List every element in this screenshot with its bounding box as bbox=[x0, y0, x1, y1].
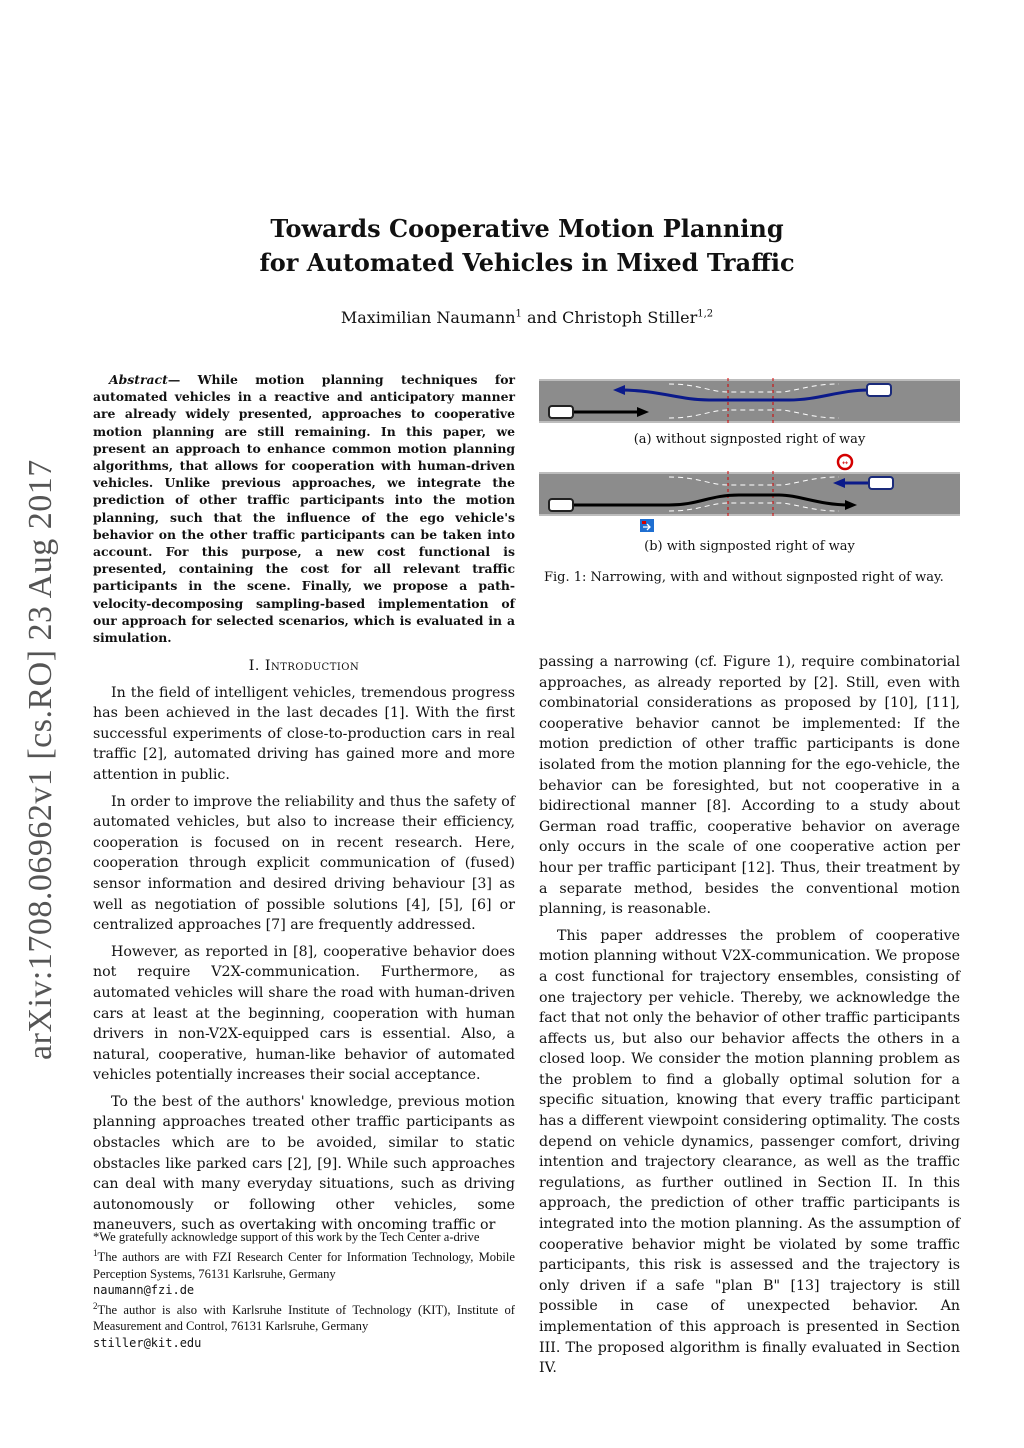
author-list bbox=[0, 308, 1024, 327]
paper-title bbox=[0, 212, 1024, 280]
road-scene-b bbox=[539, 453, 960, 533]
ego-vehicle bbox=[549, 406, 573, 418]
right-paragraph: passing a narrowing (cf. Figure 1), require combinatorial approaches, as already reported by [2]. Still, even with combinatorial considerations as proposed by [10], [11], cooperative behavior cannot be implemented: If the motion prediction of other traffic participants is done isolated from the motion planning for the ego-vehicle, the behavior can be foresighted, but not cooperative in a bidirectional manner [8]. According to a study about German road traffic, cooperative behavior on average only occurs in the scale of one cooperative action per hour per traffic participant [12]. Thus, their treatment by a separate method, besides the conventional motion planning, is reasonable. bbox=[539, 654, 960, 918]
footnote-1-email[interactable]: naumann@fzi.de bbox=[93, 1282, 195, 1297]
arxiv-identifier: arXiv:1708.06962v1 [cs.RO] 23 Aug 2017 bbox=[22, 459, 59, 1060]
left-column bbox=[93, 656, 515, 1242]
sign-red-glyph: ↔ bbox=[842, 459, 848, 467]
ego-vehicle bbox=[549, 499, 573, 511]
left-paragraph: In order to improve the reliability and thus the safety of automated vehicles, but also to increase their efficiency, cooperation is focused on in recent research. Here, cooperation through explicit communication of (fused) sensor information and desired driving behaviour [3] as well as negotiation of possible solutions [4], [5], [6] or centralized approaches [7] are frequently addressed. bbox=[93, 793, 515, 934]
left-paragraph: In the field of intelligent vehicles, tremendous progress has been achieved in the last decades [1]. With the first successful experiments of close-to-production cars in real traffic [2], automated driving has gained more and more attention in public. bbox=[93, 684, 515, 783]
abstract-text: While motion planning techniques for automated vehicles in a reactive and anticipatory manner are already widely presented, approaches to cooperative motion planning are still remaining. In this paper, we present an approach to enhance common motion planning algorithms, that allows for cooperation with human-driven vehicles. Unlike previous approaches, we integrate the prediction of other traffic participants into the motion planning, such that the influence of the ego vehicle's behavior on the other traffic participants can be taken into account. For this purpose, a new cost functional is presented, containing the cost for all relevant traffic participants in the scene. Finally, we propose a path-velocity-decomposing sampling-based implementation of our approach for selected scenarios, which is evaluated in a simulation. bbox=[93, 372, 515, 646]
abstract-dash: — bbox=[167, 372, 198, 387]
section-heading-introduction bbox=[93, 656, 515, 677]
footnote-acknowledgement: *We gratefully acknowledge support of this work by the Tech Center a-drive bbox=[93, 1230, 480, 1244]
subcaption-a: (a) without signposted right of way bbox=[633, 432, 866, 447]
left-paragraph: However, as reported in [8], cooperative behavior does not require V2X-communication. Furthermore, as automated vehicles will share the road with human-driven cars at least at the beginning, cooperation with human drivers in non-V2X-equipped cars is essential. Also, a natural, cooperative, human-like behavior of automated vehicles potentially increases their social acceptance. bbox=[93, 943, 515, 1084]
oncoming-vehicle bbox=[867, 384, 891, 396]
abstract-label: Abstract bbox=[109, 372, 168, 387]
footnote-2-mark: 2 bbox=[93, 1301, 98, 1311]
footnote-1-mark: 1 bbox=[93, 1248, 98, 1259]
road-scene-a bbox=[539, 378, 960, 426]
author-1: Maximilian Naumann bbox=[340, 308, 516, 327]
right-column bbox=[539, 652, 960, 1385]
abstract bbox=[93, 371, 515, 646]
title-line-2: for Automated Vehicles in Mixed Traffic bbox=[259, 248, 795, 277]
sign-blue-red-marker bbox=[642, 521, 646, 524]
right-of-way-sign-blue bbox=[640, 519, 654, 532]
footnote-2-text: The author is also with Karlsruhe Institute of Technology (KIT), Institute of Measurement and Control, 76131 Karlsruhe, Germany bbox=[93, 1303, 515, 1334]
footnotes bbox=[93, 1229, 515, 1351]
footnote-2 bbox=[93, 1298, 515, 1351]
footnote-2-email[interactable]: stiller@kit.edu bbox=[93, 1335, 202, 1350]
figure-caption: Fig. 1: Narrowing, with and without signposted right of way. bbox=[544, 570, 944, 585]
author-2-affil: 1,2 bbox=[697, 308, 714, 320]
oncoming-vehicle bbox=[869, 477, 893, 489]
title-line-1: Towards Cooperative Motion Planning bbox=[270, 214, 784, 243]
footnote-1 bbox=[93, 1245, 515, 1298]
section-number: I. bbox=[248, 658, 265, 674]
right-paragraph: This paper addresses the problem of cooperative motion planning without V2X-communication. We propose a cost functional for trajectory ensembles, consisting of one trajectory per vehicle. Thereby, we acknowledge the fact that not only the behavior of other traffic participants affects us, but also our behavior affects the others in a closed loop. We consider the motion planning problem as the problem to find a globally optimal solution for a specific situation, knowing that every traffic participant has a different viewpoint considering optimality. The costs depend on vehicle dynamics, passenger comfort, driving intention and trajectory clearance, as well as the traffic regulations, as further outlined in Section II. In this approach, the prediction of other traffic participants is integrated into the motion planning. As the assumption of cooperative behavior might be violated by some traffic participants, this risk is assessed and the trajectory is only driven if a safe "plan B" [13] trajectory is still possible in case of unexpected behavior. An implementation of this approach is presented in Section III. The proposed algorithm is finally evaluated in Section IV. bbox=[539, 927, 960, 1377]
section-title: Introduction bbox=[264, 658, 360, 674]
figure-1 bbox=[539, 378, 960, 585]
footnote-1-text: The authors are with FZI Research Center for Information Technology, Mobile Perception Systems, 76131 Karlsruhe, Germany bbox=[93, 1250, 515, 1281]
author-1-affil: 1 bbox=[515, 308, 522, 320]
subcaption-b: (b) with signposted right of way bbox=[644, 539, 855, 554]
left-paragraph: To the best of the authors' knowledge, previous motion planning approaches treated other traffic participants as obstacles which are to be avoided, similar to static obstacles like parked cars [2], [9]. While such approaches can deal with many everyday situations, such as driving autonomously or following other vehicles, some maneuvers, such as overtaking with oncoming traffic or bbox=[93, 1093, 515, 1234]
author-2: and Christoph Stiller bbox=[521, 308, 698, 327]
